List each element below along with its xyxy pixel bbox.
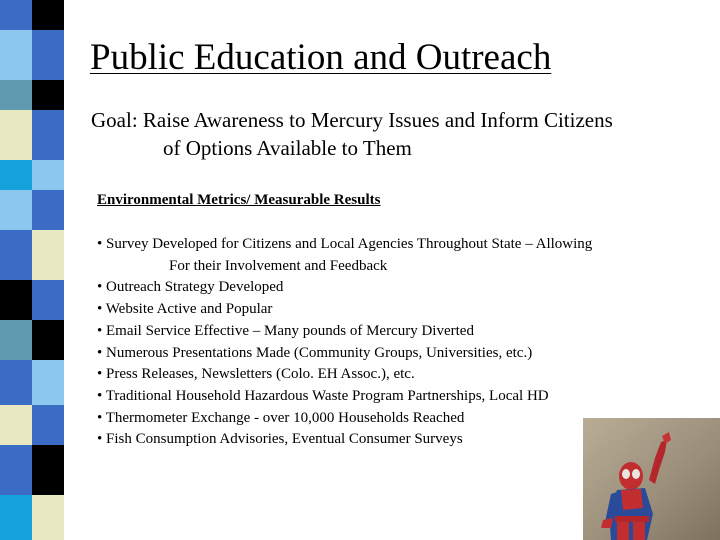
list-item: • Website Active and Popular bbox=[97, 301, 273, 318]
list-item: • Survey Developed for Citizens and Local Agencies Throughout State – Allowing bbox=[97, 236, 593, 252]
list-item-continuation: For their Involvement and Feedback bbox=[169, 257, 388, 274]
goal-line-1: Goal: Raise Awareness to Mercury Issues and Inform Citizens bbox=[91, 108, 613, 132]
decorative-side-strip bbox=[0, 0, 64, 540]
list-item: • Traditional Household Hazardous Waste Program Partnerships, Local HD bbox=[97, 387, 549, 404]
list-item: • Numerous Presentations Made (Community Groups, Universities, etc.) bbox=[97, 344, 533, 361]
slide-title: Public Education and Outreach bbox=[90, 37, 552, 78]
list-item: • Outreach Strategy Developed bbox=[97, 279, 284, 296]
list-item: • Press Releases, Newsletters (Colo. EH Assoc.), etc. bbox=[97, 366, 415, 383]
spiderman-figure-photo bbox=[583, 418, 720, 540]
list-item: • Fish Consumption Advisories, Eventual Consumer Surveys bbox=[97, 431, 463, 448]
goal-line-2: of Options Available to Them bbox=[163, 136, 412, 160]
list-item: • Email Service Effective – Many pounds of Mercury Diverted bbox=[97, 322, 474, 339]
list-item: • Thermometer Exchange - over 10,000 Households Reached bbox=[97, 409, 465, 426]
metrics-heading: Environmental Metrics/ Measurable Results bbox=[97, 192, 381, 208]
goal-statement bbox=[91, 106, 711, 162]
